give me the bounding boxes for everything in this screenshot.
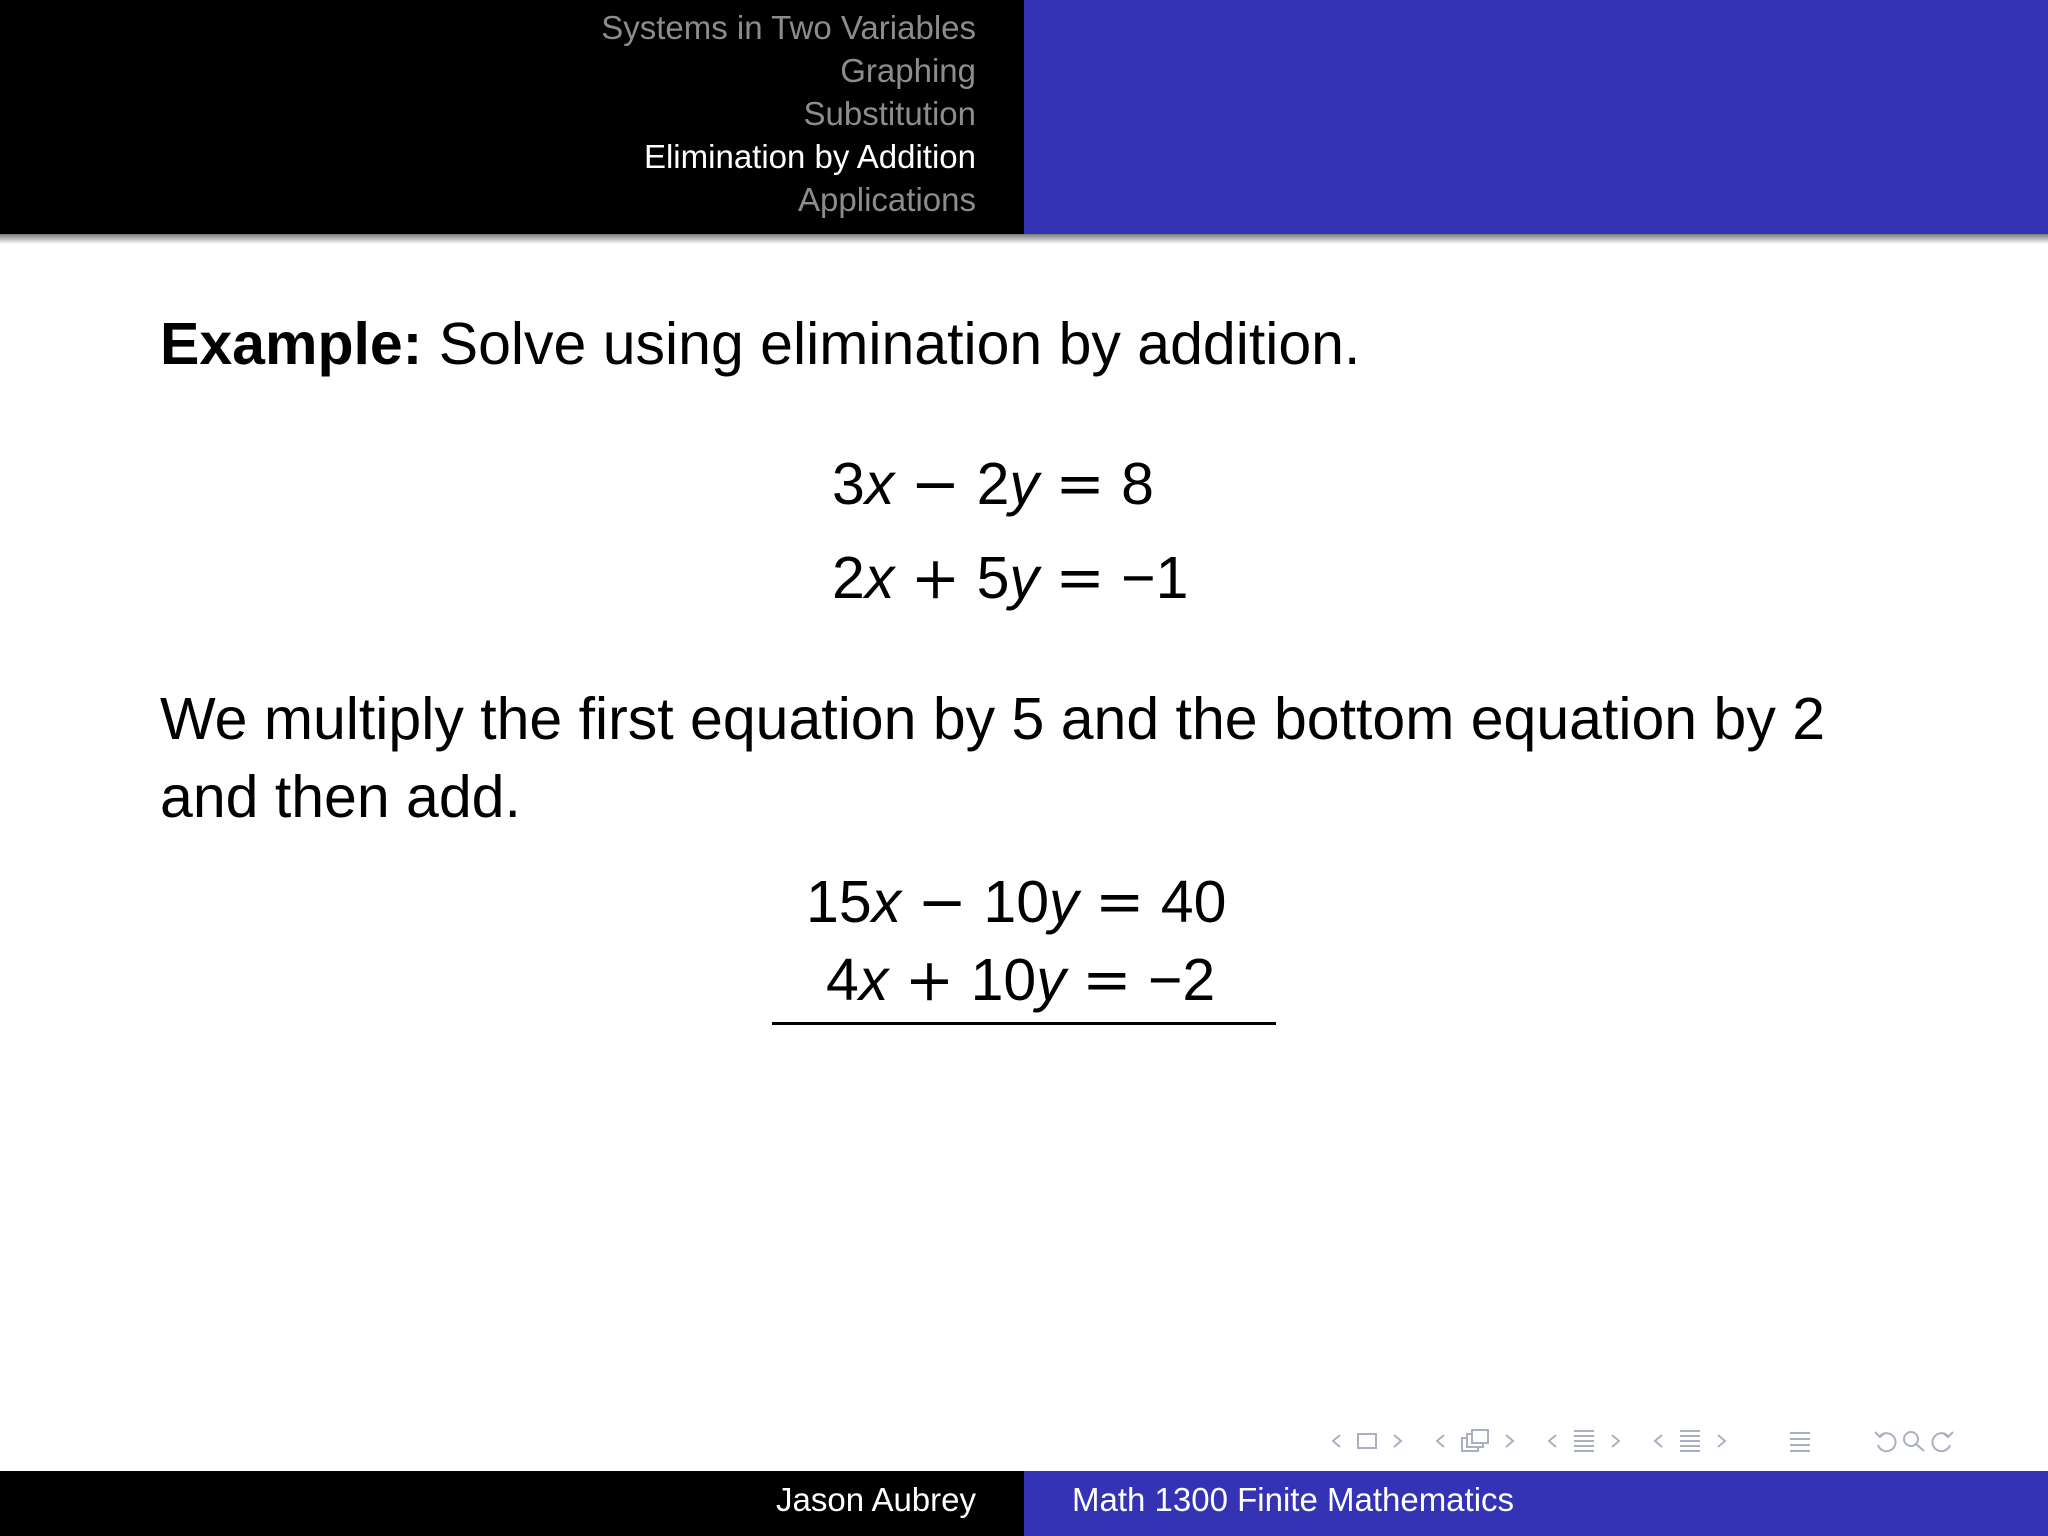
var-y: y (1036, 947, 1066, 1013)
sum-rule-line (772, 1022, 1276, 1025)
var-x: x (858, 947, 889, 1013)
section-lines-icon[interactable] (1572, 1428, 1596, 1454)
var-y: y (1009, 451, 1039, 517)
operator: + (910, 543, 961, 612)
footer-course-title: Math 1300 Finite Mathematics (1072, 1481, 1515, 1518)
prev-section-arrow-icon[interactable] (1546, 1433, 1558, 1449)
next-section-arrow-icon[interactable] (1610, 1433, 1622, 1449)
equals-sign: = (1082, 945, 1132, 1014)
coef-a: 2 (832, 545, 865, 611)
rhs-value: 40 (1160, 869, 1227, 935)
var-y: y (1009, 545, 1039, 611)
prev-document-arrow-icon[interactable] (1652, 1433, 1664, 1449)
equation-2 (832, 542, 1188, 614)
var-y: y (1049, 869, 1079, 935)
undo-arrow-icon[interactable] (1872, 1428, 1900, 1454)
beamer-navigation-controls (1330, 1424, 1956, 1458)
header-right-panel (1024, 0, 2048, 234)
nav-section-systems-in-two-variables[interactable]: Systems in Two Variables (601, 9, 976, 46)
operator: − (910, 449, 961, 518)
appendix-lines-icon[interactable] (1788, 1428, 1812, 1454)
equals-sign: = (1055, 449, 1105, 518)
rhs-value: 8 (1121, 451, 1154, 517)
example-statement (160, 308, 1360, 380)
header-bar (0, 0, 2048, 234)
next-document-arrow-icon[interactable] (1716, 1433, 1728, 1449)
operator: + (904, 945, 955, 1014)
next-frame-arrow-icon[interactable] (1392, 1433, 1404, 1449)
example-label: Example: (160, 311, 423, 377)
coef-b: 10 (970, 947, 1037, 1013)
equals-sign: = (1055, 543, 1105, 612)
next-subsection-arrow-icon[interactable] (1504, 1433, 1516, 1449)
operator: − (917, 867, 967, 936)
explanation-paragraph: We multiply the first equation by 5 and the bottom equation by 2 and then add. (160, 686, 1826, 830)
coef-b: 2 (976, 451, 1010, 517)
scaled-equation-1 (806, 866, 1226, 938)
nav-section-substitution[interactable]: Substitution (803, 95, 976, 132)
example-text: Solve using elimination by addition. (438, 311, 1361, 377)
scaled-equation-2 (826, 944, 1215, 1016)
coef-a: 3 (832, 451, 865, 517)
prev-subsection-arrow-icon[interactable] (1434, 1433, 1446, 1449)
section-navigation (601, 6, 976, 221)
footer-author: Jason Aubrey (776, 1481, 976, 1518)
header-shadow (0, 234, 2048, 244)
document-lines-icon[interactable] (1678, 1428, 1702, 1454)
var-x: x (864, 451, 895, 517)
footer-left-panel (0, 1471, 1024, 1536)
nav-section-elimination-by-addition[interactable]: Elimination by Addition (643, 138, 976, 175)
frame-icon[interactable] (1356, 1432, 1378, 1450)
var-x: x (864, 545, 895, 611)
redo-arrow-icon[interactable] (1928, 1428, 1956, 1454)
search-icon[interactable] (1900, 1428, 1928, 1454)
nav-section-applications[interactable]: Applications (798, 181, 976, 218)
subsection-pages-icon[interactable] (1460, 1428, 1490, 1454)
coef-a: 4 (826, 947, 859, 1013)
footer-bar (0, 1471, 2048, 1536)
coef-b: 10 (983, 869, 1050, 935)
rhs-value: −1 (1121, 545, 1189, 611)
prev-frame-arrow-icon[interactable] (1330, 1433, 1342, 1449)
footer-right-panel (1024, 1471, 2048, 1536)
header-left-panel (0, 0, 1024, 234)
equation-1 (832, 448, 1154, 520)
coef-a: 15 (806, 869, 872, 935)
equals-sign: = (1094, 867, 1145, 936)
nav-section-graphing[interactable]: Graphing (840, 52, 976, 89)
coef-b: 5 (976, 545, 1010, 611)
rhs-value: −2 (1147, 947, 1216, 1013)
var-x: x (871, 869, 902, 935)
